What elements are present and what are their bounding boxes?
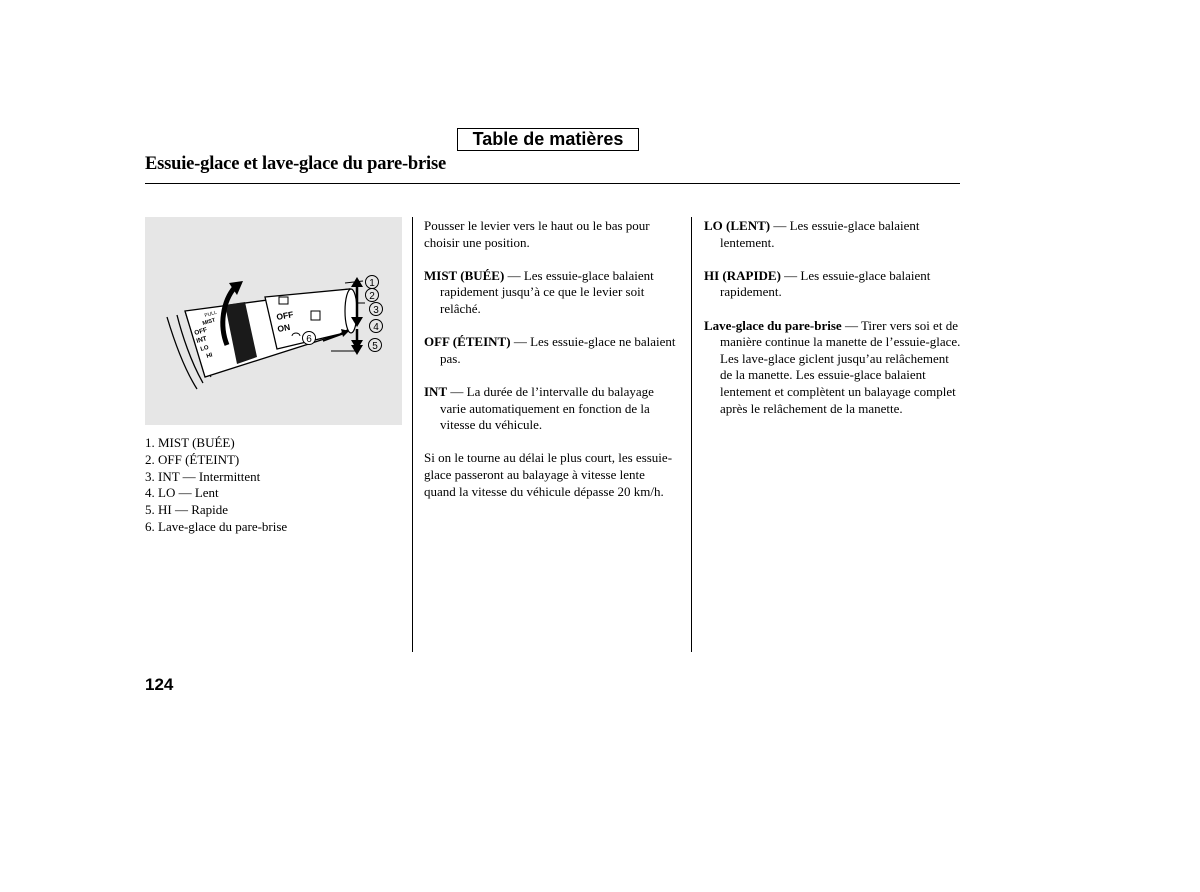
tip-label-on: ON <box>276 321 291 334</box>
tip-label-off: OFF <box>275 309 295 322</box>
item-term: Lave-glace du pare-brise <box>704 317 842 333</box>
middle-column <box>424 218 679 517</box>
intro-paragraph: Pousser le levier vers le haut ou le bas pour choisir une position. <box>424 218 650 250</box>
legend-item: 4. LO — Lent <box>145 485 219 501</box>
off-description: OFF (ÉTEINT) — Les essuie-glace ne balaient pas. <box>424 334 676 366</box>
legend-item: 5. HI — Rapide <box>145 502 229 518</box>
table-of-contents-button[interactable]: Table de matières <box>457 128 639 151</box>
legend-item: 3. INT — Intermittent <box>145 468 261 484</box>
item-term: HI (RAPIDE) <box>704 267 781 283</box>
title-divider <box>145 183 960 184</box>
item-term: OFF (ÉTEINT) <box>424 334 511 350</box>
wiper-stalk-illustration <box>145 217 402 425</box>
int-description: INT — La durée de l’intervalle du balayage varie automatiquement en fonction de la vitesse du véhicule. <box>424 383 654 433</box>
legend-item: 2. OFF (ÉTEINT) <box>145 451 240 467</box>
callout-3-label: 3 <box>373 305 379 316</box>
item-text: Tirer vers soi et de manière continue la manette de l’essuie-glace. Les lave-glace giclent jusqu’au relâchement de la manette. Les essuie-glace balaient lentement et complètent un balayage complet après le relâchement de la manette. <box>720 317 961 416</box>
item-text: La durée de l’intervalle du balayage varie automatiquement en fonction de la vitesse du véhicule. <box>440 383 654 433</box>
speed-note: Si on le tourne au délai le plus court, les essuie-glace passeront au balayage à vitesse lente quand la vitesse du véhicule dépasse 20 km/h. <box>424 450 673 499</box>
item-term: LO (LENT) <box>704 218 771 233</box>
legend-item: 1. MIST (BUÉE) <box>145 435 235 450</box>
item-text: Les essuie-glace balaient rapidement jusqu’à ce que le levier soit relâché. <box>440 267 654 316</box>
stalk-label-int: INT <box>195 335 208 345</box>
legend-item: 6. Lave-glace du pare-brise <box>145 518 288 534</box>
lo-description: LO (LENT) — Les essuie-glace balaient lentement. <box>704 218 920 250</box>
page-title: Essuie-glace et lave-glace du pare-brise <box>145 154 446 174</box>
callout-4-label: 4 <box>373 322 379 333</box>
hi-description: HI (RAPIDE) — Les essuie-glace balaient rapidement. <box>704 267 931 300</box>
mist-description: MIST (BUÉE) — Les essuie-glace balaient rapidement jusqu’à ce que le levier soit relâché. <box>424 267 654 316</box>
callout-5-label: 5 <box>372 341 378 352</box>
page-number: 124 <box>145 675 174 694</box>
column-divider-right <box>691 217 692 652</box>
column-divider-left <box>412 217 413 652</box>
item-text: Les essuie-glace ne balaient pas. <box>440 334 676 366</box>
stalk-label-hi: HI <box>205 352 214 360</box>
callout-1-label: 1 <box>369 278 375 289</box>
callout-6-label: 6 <box>306 334 312 345</box>
item-term: INT <box>424 383 448 399</box>
down-arrowhead-lower <box>351 345 363 355</box>
stalk-label-pull: PULL <box>203 309 218 319</box>
stalk-end-cap <box>345 289 357 333</box>
item-text: Les essuie-glace balaient lentement. <box>720 218 920 250</box>
stalk-label-mist: MIST <box>201 317 217 327</box>
stalk-label-lo: LO <box>199 344 210 353</box>
callout-2-label: 2 <box>369 291 375 302</box>
item-term: MIST (BUÉE) <box>424 267 505 283</box>
washer-description: Lave-glace du pare-brise — Tirer vers soi et de manière continue la manette de l’essuie-glace. Les lave-glace giclent jusqu’au relâchement de la manette. Les essuie-glace balaient lentement et complètent un balayage complet après le relâchement de la manette. <box>704 317 961 416</box>
right-column <box>704 218 962 434</box>
figure-legend <box>145 435 405 536</box>
item-text: Les essuie-glace balaient rapidement. <box>720 267 931 300</box>
stalk-label-off: OFF <box>193 326 209 337</box>
